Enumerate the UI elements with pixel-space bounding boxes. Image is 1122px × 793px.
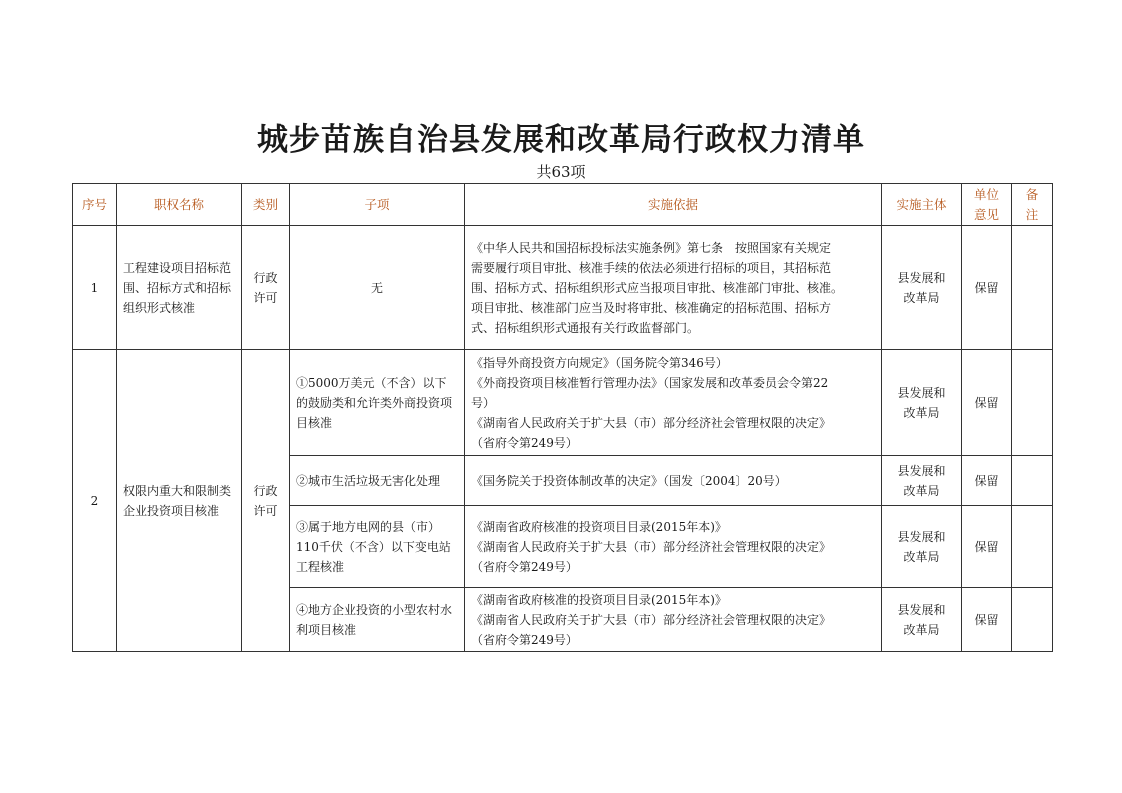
row-subject [882, 226, 962, 350]
row-subject-line-2: 改革局 [903, 483, 940, 498]
row-basis [465, 226, 882, 350]
item-count: 共63项 [536, 163, 586, 181]
row-remark [1012, 588, 1053, 652]
row-opinion: 保留 [962, 506, 1012, 588]
row-basis [465, 588, 882, 652]
row-seq: 1 [73, 226, 117, 350]
row-remark [1012, 350, 1053, 456]
basis-line: 《外商投资项目核准暂行管理办法》（国家发展和改革委员会令第22 [471, 375, 829, 390]
row-type-line-1: 行政 [253, 270, 278, 285]
row-subject-line-1: 县发展和 [897, 529, 946, 544]
table-row [73, 226, 1053, 350]
table-row [73, 350, 1053, 456]
header-remark-line-2: 注 [1025, 206, 1039, 222]
basis-line: 围、招标方式、招标组织形式应当报项目审批、核准部门审批、核准。 [471, 280, 844, 295]
basis-line: 式、招标组织形式通报有关行政监督部门。 [471, 320, 700, 335]
row-remark [1012, 226, 1053, 350]
document-title: 城步苗族自治县发展和改革局行政权力清单 [257, 122, 865, 158]
basis-line: 项目审批、核准部门应当及时将审批、核准确定的招标范围、招标方 [471, 300, 832, 315]
header-sub: 子项 [290, 184, 465, 226]
row-subject [882, 456, 962, 506]
row-subject-line-2: 改革局 [903, 622, 940, 637]
row-type-line-2: 许可 [253, 503, 278, 518]
row-seq: 2 [73, 350, 117, 652]
row-sub: ④地方企业投资的小型农村水利项目核准 [290, 588, 465, 652]
row-basis [465, 350, 882, 456]
row-basis [465, 506, 882, 588]
row-subject [882, 588, 962, 652]
basis-line: 《湖南省人民政府关于扩大县（市）部分经济社会管理权限的决定》 [471, 415, 832, 430]
row-subject-line-2: 改革局 [903, 405, 940, 420]
basis-line: 《湖南省政府核准的投资项目目录(2015年本)》 [471, 519, 727, 534]
row-subject-line-2: 改革局 [903, 290, 940, 305]
row-type [242, 350, 290, 652]
basis-line: 《国务院关于投资体制改革的决定》（国发〔2004〕20号） [471, 473, 787, 488]
row-sub: ②城市生活垃圾无害化处理 [290, 456, 465, 506]
basis-line: （省府令第249号） [471, 559, 578, 574]
header-type: 类别 [242, 184, 290, 226]
row-basis [465, 456, 882, 506]
basis-line: 需要履行项目审批、核准手续的依法必须进行招标的项目，其招标范 [471, 260, 832, 275]
basis-line: 《指导外商投资方向规定》（国务院令第346号） [471, 355, 728, 370]
row-opinion: 保留 [962, 226, 1012, 350]
row-name: 工程建设项目招标范围、招标方式和招标组织形式核准 [117, 226, 242, 350]
row-subject-line-1: 县发展和 [897, 270, 946, 285]
row-subject-line-1: 县发展和 [897, 602, 946, 617]
row-opinion: 保留 [962, 588, 1012, 652]
basis-line: （省府令第249号） [471, 435, 578, 450]
basis-line: 《湖南省人民政府关于扩大县（市）部分经济社会管理权限的决定》 [471, 612, 832, 627]
row-subject [882, 350, 962, 456]
row-name: 权限内重大和限制类企业投资项目核准 [117, 350, 242, 652]
row-sub: 无 [290, 226, 465, 350]
row-sub: ①5000万美元（不含）以下的鼓励类和允许类外商投资项目核准 [290, 350, 465, 456]
row-remark [1012, 506, 1053, 588]
power-list-table [72, 183, 1053, 652]
row-remark [1012, 456, 1053, 506]
row-opinion: 保留 [962, 350, 1012, 456]
header-basis: 实施依据 [465, 184, 882, 226]
header-seq: 序号 [73, 184, 117, 226]
basis-line: 《湖南省政府核准的投资项目目录(2015年本)》 [471, 592, 727, 607]
row-subject-line-1: 县发展和 [897, 385, 946, 400]
header-remark [1012, 184, 1053, 226]
row-sub: ③属于地方电网的县（市）110千伏（不含）以下变电站工程核准 [290, 506, 465, 588]
header-name: 职权名称 [117, 184, 242, 226]
basis-line: 《中华人民共和国招标投标法实施条例》第七条 按照国家有关规定 [471, 240, 832, 255]
row-type-line-2: 许可 [253, 290, 278, 305]
row-type-line-1: 行政 [253, 483, 278, 498]
basis-line: 号） [471, 395, 496, 410]
row-subject [882, 506, 962, 588]
header-opinion [962, 184, 1012, 226]
row-subject-line-1: 县发展和 [897, 463, 946, 478]
header-opinion-line-2: 意见 [973, 206, 999, 222]
header-subject: 实施主体 [882, 184, 962, 226]
basis-line: 《湖南省人民政府关于扩大县（市）部分经济社会管理权限的决定》 [471, 539, 832, 554]
header-opinion-line-1: 单位 [973, 186, 999, 202]
header-row [73, 184, 1053, 226]
header-remark-line-1: 备 [1025, 186, 1039, 202]
basis-line: （省府令第249号） [471, 632, 578, 647]
row-opinion: 保留 [962, 456, 1012, 506]
row-type [242, 226, 290, 350]
row-subject-line-2: 改革局 [903, 549, 940, 564]
